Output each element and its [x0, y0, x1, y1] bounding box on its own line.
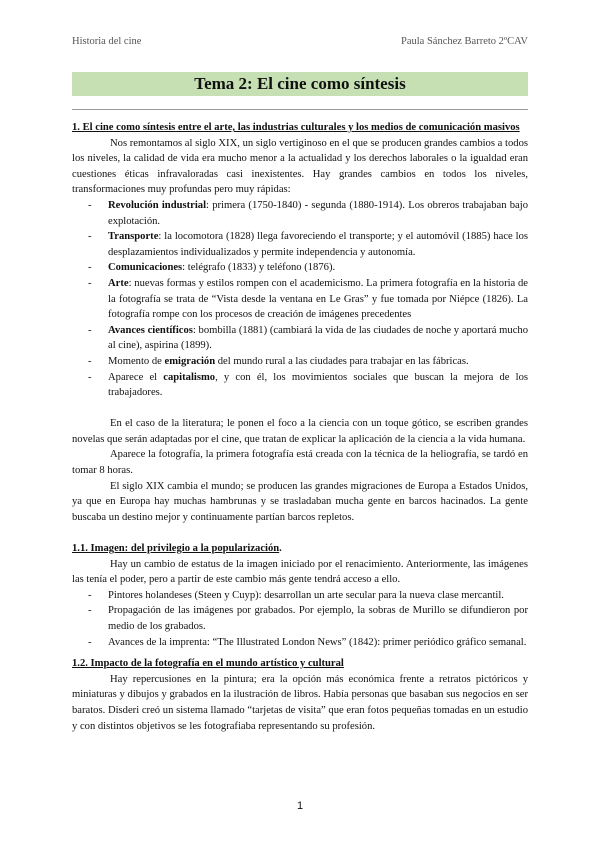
item-term: capitalismo: [163, 371, 216, 383]
list-item: [108, 260, 528, 276]
item-text: : primera (1750-1840) - segunda (1880-1914). Los obreros trabajaban bajo explotación.: [108, 199, 528, 227]
list-item: - Avances de la imprenta: “The Illustrated London News” (1842): primer periódico gráfico semanal.: [108, 635, 528, 651]
paragraph-migrations: El siglo XIX cambia el mundo; se producen las grandes migraciones de Europa a Estados Unidos, ya que en Europa hay muchas hambrunas y se trasladaban mucha gente en barcos hacinados. La gente buscaba un destino mejor y continuamente partían barcos repletos.: [72, 480, 528, 523]
list-item: - Pintores holandeses (Steen y Cuyp): desarrollan un arte secular para la nueva clase mercantil.: [108, 588, 528, 604]
document-title-text: Tema 2: El cine como síntesis: [194, 74, 406, 93]
section-1-1-paragraph: Hay un cambio de estatus de la imagen iniciado por el renacimiento. Anteriormente, las imágenes las tenía el poder, pero a partir de este cambio más gente tendrá acceso a ello.: [72, 558, 528, 586]
spacer: [72, 401, 528, 417]
item-term: Transporte: [108, 231, 159, 243]
paragraph-literature: En el caso de la literatura; le ponen el foco a la ciencia con un toque gótico, se escriben grandes novelas que serán adaptadas por el cine, que tratan de explicar la aplicación de la ciencia a la vida humana.: [72, 418, 528, 445]
section-1-2-heading: 1.2. Impacto de la fotografía en el mundo artístico y cultural: [72, 658, 344, 670]
item-text: : la locomotora (1828) llega favoreciendo el transporte; y el automóvil (1885) hace los desplazamientos individualizados y permite independencia y autonomía.: [108, 231, 528, 258]
item-text: Aparece el: [108, 371, 164, 383]
item-text: , y con él, los movimientos sociales que buscan la mejora de los trabajadores.: [108, 371, 529, 399]
item-text: del mundo rural a las ciudades para trabajar en las fábricas.: [215, 355, 469, 367]
list-item: - Propagación de las imágenes por grabados. Por ejemplo, la sobras de Murillo se difundieron por medio de los grabados.: [108, 603, 528, 634]
item-term: Comunicaciones: [108, 262, 183, 274]
item-term: Revolución industrial: [108, 199, 207, 211]
section-1-heading: 1. El cine como síntesis entre el arte, las industrias culturales y los medios de comunicación masivos: [72, 122, 520, 133]
section-1-2-paragraph: Hay repercusiones en la pintura; era la opción más económica frente a retratos pictóricos y miniaturas y dibujos y grabados en la ilustración de libros. Había personas que basaban sus negocios en ser baratos. Disderi creó un sistema llamado “tarjetas de visita” que eran fotos pequeñas tomadas en un estudio y con distintos objetivos se les fotografiaba representando su profesión.: [72, 673, 528, 732]
header-author: Paula Sánchez Barreto 2ºCAV: [401, 36, 528, 47]
item-term: Avances científicos: [108, 324, 193, 336]
document-title: [72, 72, 528, 96]
spacer: [72, 525, 528, 541]
section-1-1-heading: 1.1. Imagen: del privilegio a la popularización: [72, 543, 280, 555]
paragraph-photography: Aparece la fotografía, la primera fotografía está creada con la técnica de la heliografía, se tardó en tomar 8 horas.: [72, 449, 528, 477]
section-1-1-list: [72, 588, 528, 650]
section-1-intro: Nos remontamos al siglo XIX, un siglo vertiginoso en el que se producen grandes cambios a todos los niveles, la calidad de vida era mucho menor a la actualidad y los derechos laborales o la igualdad eran cuestiones éticas infravaloradas casi inexistentes. Hay grandes cambios en todos los niveles, transformaciones muy profundas pero muy rápidas:: [72, 137, 528, 196]
item-text: : telégrafo (1833) y teléfono (1876).: [182, 262, 336, 274]
list-item: [108, 276, 528, 323]
document-body: [72, 120, 528, 734]
item-text: : bombilla (1881) (cambiará la vida de las ciudades de noche y aportará mucho al cine), aspirina (1899).: [108, 324, 529, 352]
heading-period: .: [279, 543, 282, 555]
header-course: Historia del cine: [72, 36, 142, 47]
list-item: [108, 229, 528, 260]
list-item: [108, 354, 528, 370]
item-text: : nuevas formas y estilos rompen con el academicismo. La primera fotografía en la historia de la fotografía se trata de “Vista desde la ventana en Le Gras” y fue tomada por Niépce (1826). La fotografía rompe con los procesos de creación de imágenes precedentes: [108, 277, 528, 321]
page-number: 1: [296, 800, 304, 812]
list-item: [108, 198, 528, 229]
section-1-list: [72, 198, 528, 401]
item-term: emigración: [164, 355, 216, 367]
list-item: [108, 323, 528, 354]
section-1-1-heading-line: [72, 541, 528, 557]
item-term: Arte: [108, 277, 129, 289]
list-item: [108, 370, 528, 401]
item-text: Momento de: [108, 355, 165, 367]
title-divider: [72, 109, 528, 110]
page-header: [72, 36, 528, 47]
